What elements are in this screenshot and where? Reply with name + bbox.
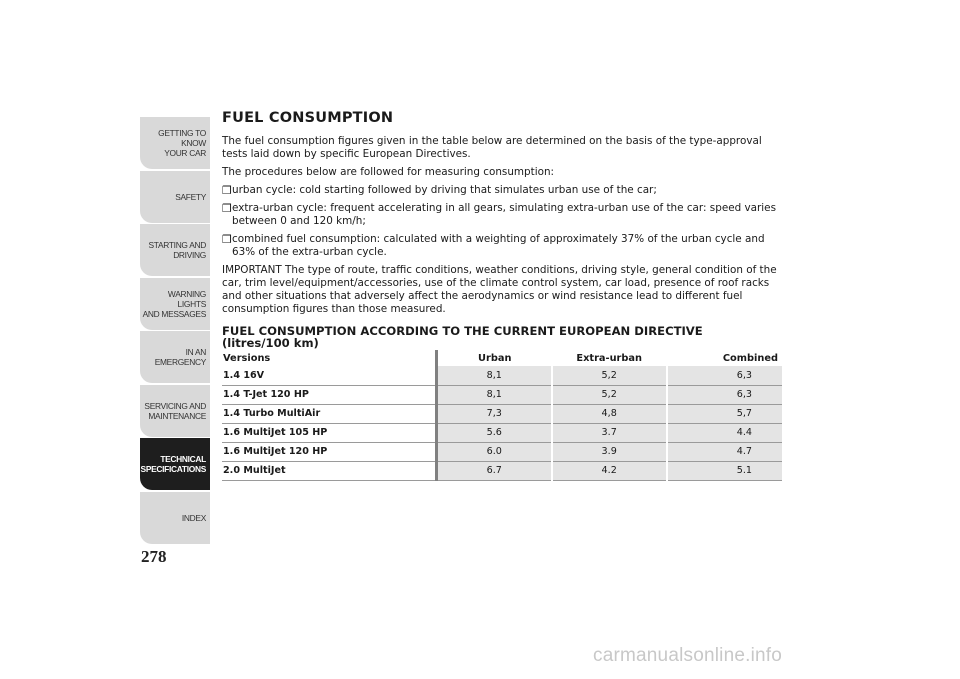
chapter-sidebar (140, 117, 210, 545)
fuel-consumption-table (222, 350, 782, 481)
table-title-unit: (litres/100 km) (222, 336, 319, 350)
section-title: FUEL CONSUMPTION (222, 110, 394, 126)
table-row (222, 461, 782, 480)
table-row (222, 442, 782, 461)
table-row (222, 366, 782, 385)
header-extra-urban: Extra-urban (576, 352, 642, 364)
combined-cell: 5.1 (667, 461, 782, 480)
procedures-paragraph: The procedures below are followed for measuring consumption: (222, 166, 555, 178)
table-header-row (222, 350, 782, 366)
urban-cell: 6.7 (436, 461, 551, 480)
tab-getting-to-know[interactable]: GETTING TO KNOW YOUR CAR (140, 117, 210, 169)
table-title-line: FUEL CONSUMPTION ACCORDING TO THE CURRENT EUROPEAN DIRECTIVE (222, 324, 703, 338)
site-watermark: carmanualsonline.info (593, 645, 783, 666)
table-row (222, 423, 782, 442)
checkbox-bullet-icon: ❒ (222, 233, 232, 246)
version-cell: 1.4 Turbo MultiAir (222, 404, 436, 423)
header-urban: Urban (436, 350, 551, 366)
bullet-item (222, 184, 782, 197)
combined-cell: 6,3 (667, 385, 782, 404)
bullet-text: extra-urban cycle: frequent accelerating in all gears, simulating extra-urban use of the car: speed varies between 0 and 120 km/h; (232, 202, 776, 227)
extra-urban-cell: 3.9 (552, 442, 667, 461)
version-cell: 1.6 MultiJet 105 HP (222, 423, 436, 442)
urban-cell: 5.6 (436, 423, 551, 442)
tab-safety[interactable]: SAFETY (140, 171, 210, 223)
urban-cell: 6.0 (436, 442, 551, 461)
urban-cell: 7,3 (436, 404, 551, 423)
tab-index[interactable]: INDEX (140, 492, 210, 544)
version-cell: 2.0 MultiJet (222, 461, 436, 480)
combined-cell: 5,7 (667, 404, 782, 423)
version-cell: 1.4 T-Jet 120 HP (222, 385, 436, 404)
bullet-text: urban cycle: cold starting followed by driving that simulates urban use of the car; (232, 184, 657, 196)
combined-cell: 4.7 (667, 442, 782, 461)
bullet-item (222, 202, 782, 228)
extra-urban-cell: 3.7 (552, 423, 667, 442)
version-cell: 1.6 MultiJet 120 HP (222, 442, 436, 461)
combined-cell: 6,3 (667, 366, 782, 385)
tab-starting-driving[interactable]: STARTING AND DRIVING (140, 224, 210, 276)
checkbox-bullet-icon: ❒ (222, 184, 232, 197)
tab-servicing[interactable]: SERVICING AND MAINTENANCE (140, 385, 210, 437)
urban-cell: 8,1 (436, 366, 551, 385)
extra-urban-cell: 5,2 (552, 385, 667, 404)
tab-emergency[interactable]: IN AN EMERGENCY (140, 331, 210, 383)
table-title (222, 325, 782, 349)
version-cell: 1.4 16V (222, 366, 436, 385)
extra-urban-cell: 5,2 (552, 366, 667, 385)
header-versions: Versions (223, 352, 271, 364)
intro-paragraph: The fuel consumption figures given in the table below are determined on the basis of the type-approval tests laid down by specific European Directives. (222, 135, 762, 160)
bullet-item (222, 233, 782, 259)
header-combined: Combined (722, 352, 778, 364)
extra-urban-cell: 4,8 (552, 404, 667, 423)
bullet-text: combined fuel consumption: calculated with a weighting of approximately 37% of the urban cycle and 63% of the extra-urban cycle. (232, 233, 765, 258)
table-row (222, 385, 782, 404)
extra-urban-cell: 4.2 (552, 461, 667, 480)
important-paragraph: IMPORTANT The type of route, traffic conditions, weather conditions, driving style, general condition of the car, trim level/equipment/accessories, use of the climate control system, car load, presence of roof racks and other situations that adversely affect the aerodynamics or wind resistance lead to different fuel consumption figures than those measured. (222, 264, 777, 315)
table-row (222, 404, 782, 423)
document-body (222, 112, 782, 481)
combined-cell: 4.4 (667, 423, 782, 442)
page-number: 278 (141, 547, 167, 566)
checkbox-bullet-icon: ❒ (222, 202, 232, 215)
urban-cell: 8,1 (436, 385, 551, 404)
tab-technical-specifications[interactable]: TECHNICAL SPECIFICATIONS (140, 438, 210, 490)
tab-warning-lights[interactable]: WARNING LIGHTS AND MESSAGES (140, 278, 210, 330)
